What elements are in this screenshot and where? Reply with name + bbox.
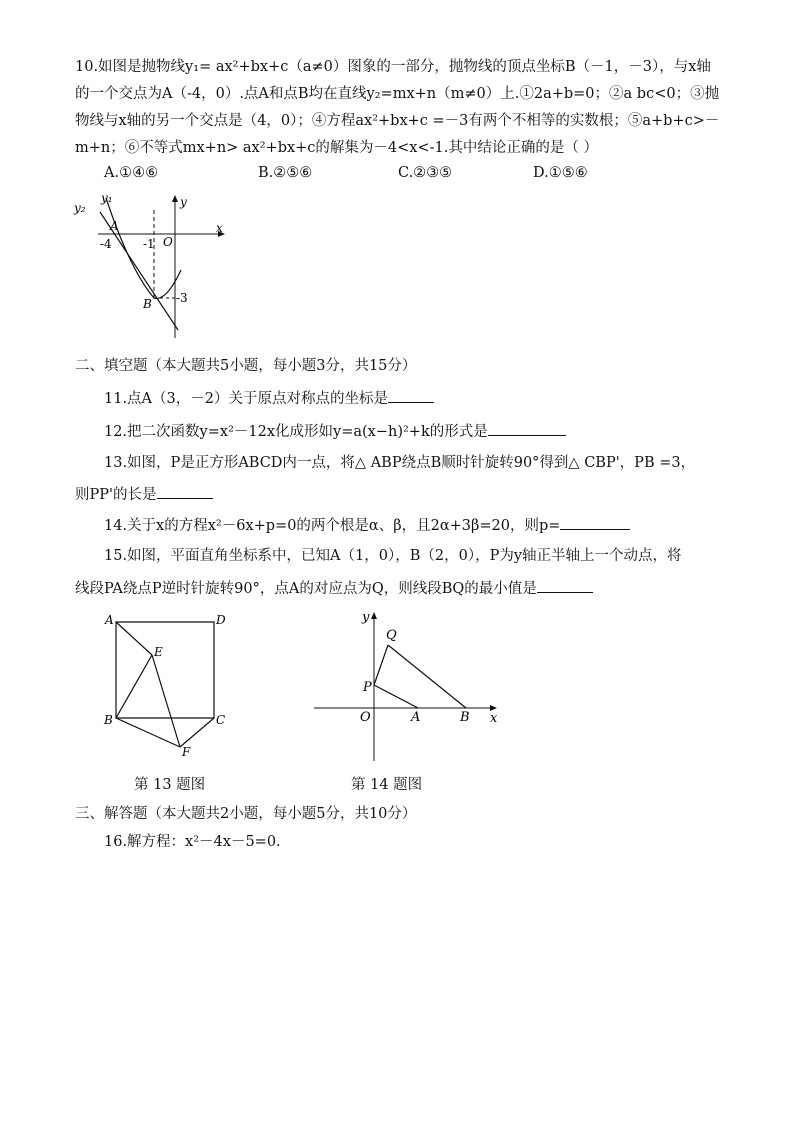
figure-14-caption: 第 14 题图 [351,777,423,793]
answer-blank-15[interactable] [537,578,593,593]
label-y2: y₂ [74,201,86,215]
segment-ef [152,655,180,747]
label-q: Q [386,628,397,643]
question-13-line-2 [75,484,213,505]
y-axis-arrow [172,195,178,202]
label-x-neg4: -4 [100,237,112,251]
label-y-neg3: -3 [176,291,188,305]
y-axis-arrow [371,612,377,619]
answer-blank-14[interactable] [560,515,630,530]
question-14-text: 14.关于x的方程x²－6x+p=0的两个根是α、β，且2α+3β=20，则p= [104,518,561,534]
figure-14-coordinate-plane [310,605,510,765]
figure-13-square [100,610,240,760]
label-o: O [360,710,371,725]
segment-cf [180,718,214,747]
label-x: x [216,221,223,235]
question-10-line-4: m+n；⑥不等式mx+n> ax²+bx+c的解集为－4<x<-1.其中结论正确的是（ ） [75,140,598,156]
label-d: D [216,613,226,627]
question-15-line-2 [75,578,593,599]
label-e: E [154,645,163,659]
choice-a: A.①④⑥ [104,165,159,181]
answer-blank-13[interactable] [157,484,213,499]
segment-ae [116,622,152,655]
question-10-line-1: 10.如图是抛物线y₁= ax²+bx+c（a≠0）图象的一部分，抛物线的顶点坐标B（－1，－3），与x轴 [75,59,711,75]
label-p: P [363,680,372,695]
label-x: x [490,711,498,726]
question-12 [104,421,566,442]
label-a: A [411,710,421,725]
label-c: C [216,713,226,727]
question-16: 16.解方程：x²－4x－5=0. [104,834,281,850]
question-10-line-2: 的一个交点为A（-4，0）.点A和点B均在直线y₂=mx+n（m≠0）上.①2a+b=0；②a bc<0；③抛 [75,86,720,102]
choice-d: D.①⑤⑥ [533,165,588,181]
question-11 [104,388,434,409]
question-13-text: 则PP'的长是 [75,487,157,503]
label-b: B [460,710,470,725]
figure-q10-parabola [70,190,230,340]
label-origin: O [163,235,173,249]
section-2-heading: 二、填空题（本大题共5小题，每小题3分，共15分） [75,358,417,374]
label-a: A [105,613,114,627]
label-point-b: B [143,297,152,311]
question-12-text: 12.把二次函数y=x²－12x化成形如y=a(x−h)²+k的形式是 [104,424,488,440]
segment-pq [374,645,388,685]
question-15-line-1: 15.如图，平面直角坐标系中，已知A（1，0），B（2，0），P为y轴正半轴上一个动点，将 [104,548,682,564]
label-f: F [182,745,191,759]
segment-be [116,655,152,718]
question-10-line-3: 物线与x轴的另一个交点是（4，0）；④方程ax²+bx+c =－3有两个不相等的实数根；⑤a+b+c>－ [75,113,720,129]
label-point-a: A [110,219,119,233]
question-11-text: 11.点A（3，－2）关于原点对称点的坐标是 [104,391,388,407]
question-13-line-1: 13.如图，P是正方形ABCD内一点，将△ ABP绕点B顺时针旋转90°得到△ CBP'，PB =3， [104,455,696,471]
segment-bf [116,718,180,747]
answer-blank-11[interactable] [388,388,434,403]
question-10 [75,54,735,162]
square-abcd [116,622,214,718]
segment-pa [374,685,418,708]
label-y: y [362,610,370,625]
question-14 [104,515,630,536]
choice-b: B.②⑤⑥ [258,165,313,181]
section-3-heading: 三、解答题（本大题共2小题，每小题5分，共10分） [75,806,417,822]
question-15-text: 线段PA绕点P逆时针旋转90°，点A的对应点为Q，则线段BQ的最小值是 [75,581,537,597]
figure-13-caption: 第 13 题图 [134,777,206,793]
label-y1: y₁ [101,191,113,205]
label-x-neg1: -1 [143,237,155,251]
label-b: B [104,713,113,727]
answer-blank-12[interactable] [488,421,566,436]
label-y: y [180,195,187,209]
choice-c: C.②③⑤ [398,165,453,181]
